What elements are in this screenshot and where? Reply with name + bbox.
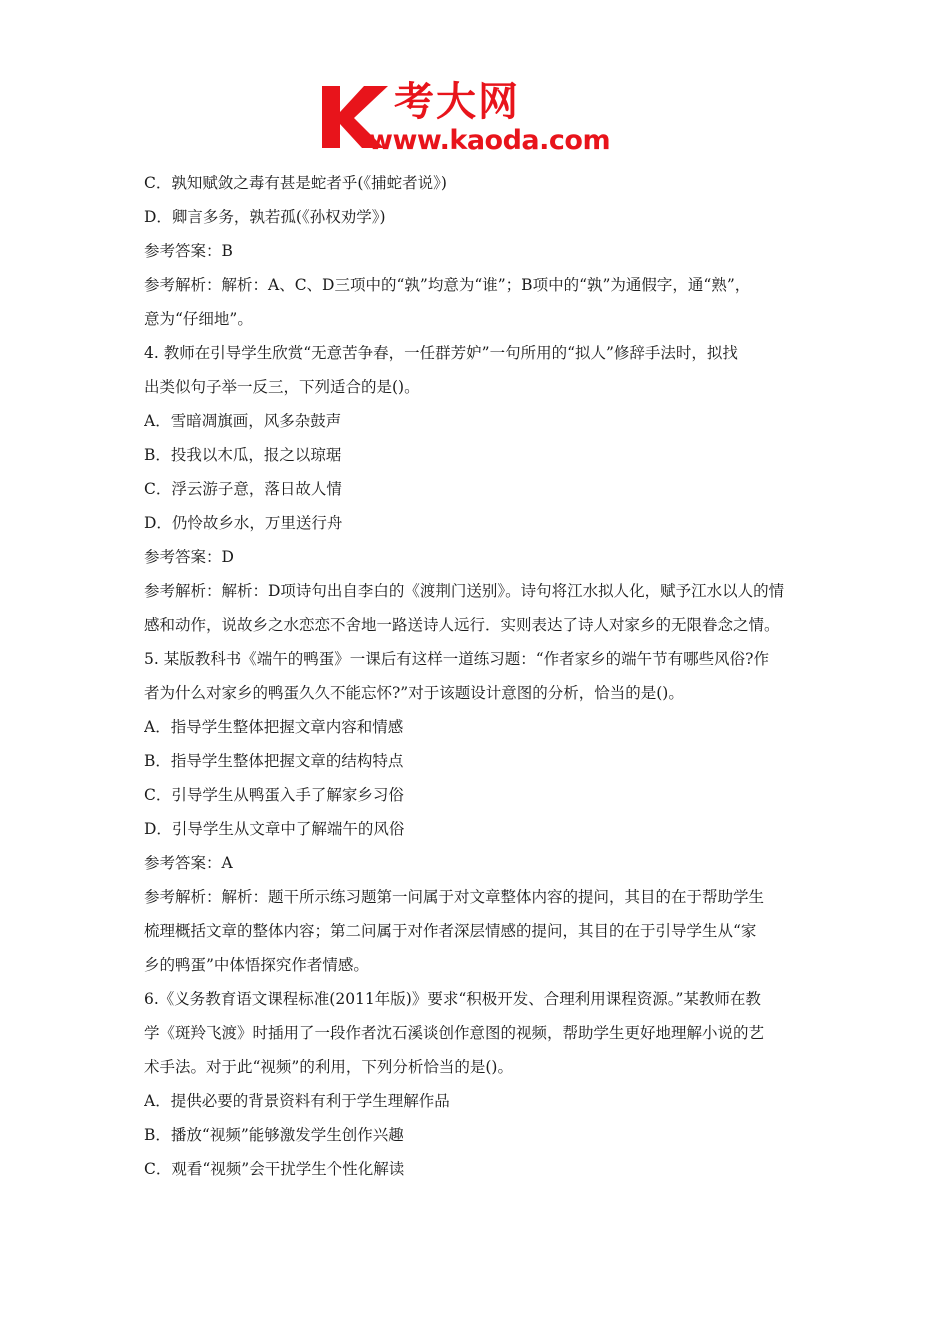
explanation-line: 参考解析：解析：题干所示练习题第一问属于对文章整体内容的提问，其目的在于帮助学生 (144, 888, 765, 906)
explanation-line: 乡的鸭蛋”中体悟探究作者情感。 (144, 956, 369, 974)
option-line: D．卿言多务，孰若孤(《孙权劝学》) (144, 208, 386, 226)
kaoda-logo (318, 80, 638, 160)
option-line: A．指导学生整体把握文章内容和情感 (144, 718, 404, 736)
answer-line: 参考答案：A (144, 854, 233, 872)
explanation-line: 意为“仔细地”。 (144, 310, 253, 328)
explanation-line: 参考解析：解析：D项诗句出自李白的《渡荆门送别》。诗句将江水拟人化，赋予江水以人的情 (144, 582, 785, 600)
answer-line: 参考答案：D (144, 548, 234, 566)
option-line: D．仍怜故乡水，万里送行舟 (144, 514, 343, 532)
question-line: 4. 教师在引导学生欣赏“无意苦争春，一任群芳妒”一句所用的“拟人”修辞手法时，拟找 (144, 344, 738, 362)
answer-line: 参考答案：B (144, 242, 233, 260)
document-body (144, 166, 816, 1186)
option-line: A．提供必要的背景资料有利于学生理解作品 (144, 1092, 450, 1110)
question-line: 5. 某版教科书《端午的鸭蛋》一课后有这样一道练习题：“作者家乡的端午节有哪些风俗?作 (144, 650, 769, 668)
option-line: C．孰知赋敛之毒有甚是蛇者乎(《捕蛇者说》) (144, 174, 447, 192)
option-line: C．引导学生从鸭蛋入手了解家乡习俗 (144, 786, 404, 804)
question-line: 学《斑羚飞渡》时插用了一段作者沈石溪谈创作意图的视频，帮助学生更好地理解小说的艺 (144, 1024, 765, 1042)
option-line: C．观看“视频”会干扰学生个性化解读 (144, 1160, 405, 1178)
logo-url-text: www.kaoda.com (368, 125, 611, 156)
question-line: 者为什么对家乡的鸭蛋久久不能忘怀?”对于该题设计意图的分析，恰当的是()。 (144, 684, 684, 702)
explanation-line: 梳理概括文章的整体内容；第二问属于对作者深层情感的提问，其目的在于引导学生从“家 (144, 922, 757, 940)
option-line: D．引导学生从文章中了解端午的风俗 (144, 820, 405, 838)
logo-chinese-text: 考大网 (394, 79, 520, 125)
explanation-line: 感和动作，说故乡之水恋恋不舍地一路送诗人远行．实则表达了诗人对家乡的无限眷念之情。 (144, 616, 780, 634)
question-line: 术手法。对于此“视频”的利用，下列分析恰当的是()。 (144, 1058, 513, 1076)
question-line: 出类似句子举一反三，下列适合的是()。 (144, 378, 420, 396)
option-line: B．投我以木瓜，报之以琼琚 (144, 446, 342, 464)
option-line: B．指导学生整体把握文章的结构特点 (144, 752, 404, 770)
question-line: 6.《义务教育语文课程标准(2011年版)》要求“积极开发、合理利用课程资源。”某教师在教 (144, 990, 761, 1008)
option-line: A．雪暗凋旗画，风多杂鼓声 (144, 412, 342, 430)
option-line: B．播放“视频”能够激发学生创作兴趣 (144, 1126, 404, 1144)
explanation-line: 参考解析：解析：A、C、D三项中的“孰”均意为“谁”；B项中的“孰”为通假字，通“熟”， (144, 276, 751, 294)
option-line: C．浮云游子意，落日故人情 (144, 480, 342, 498)
